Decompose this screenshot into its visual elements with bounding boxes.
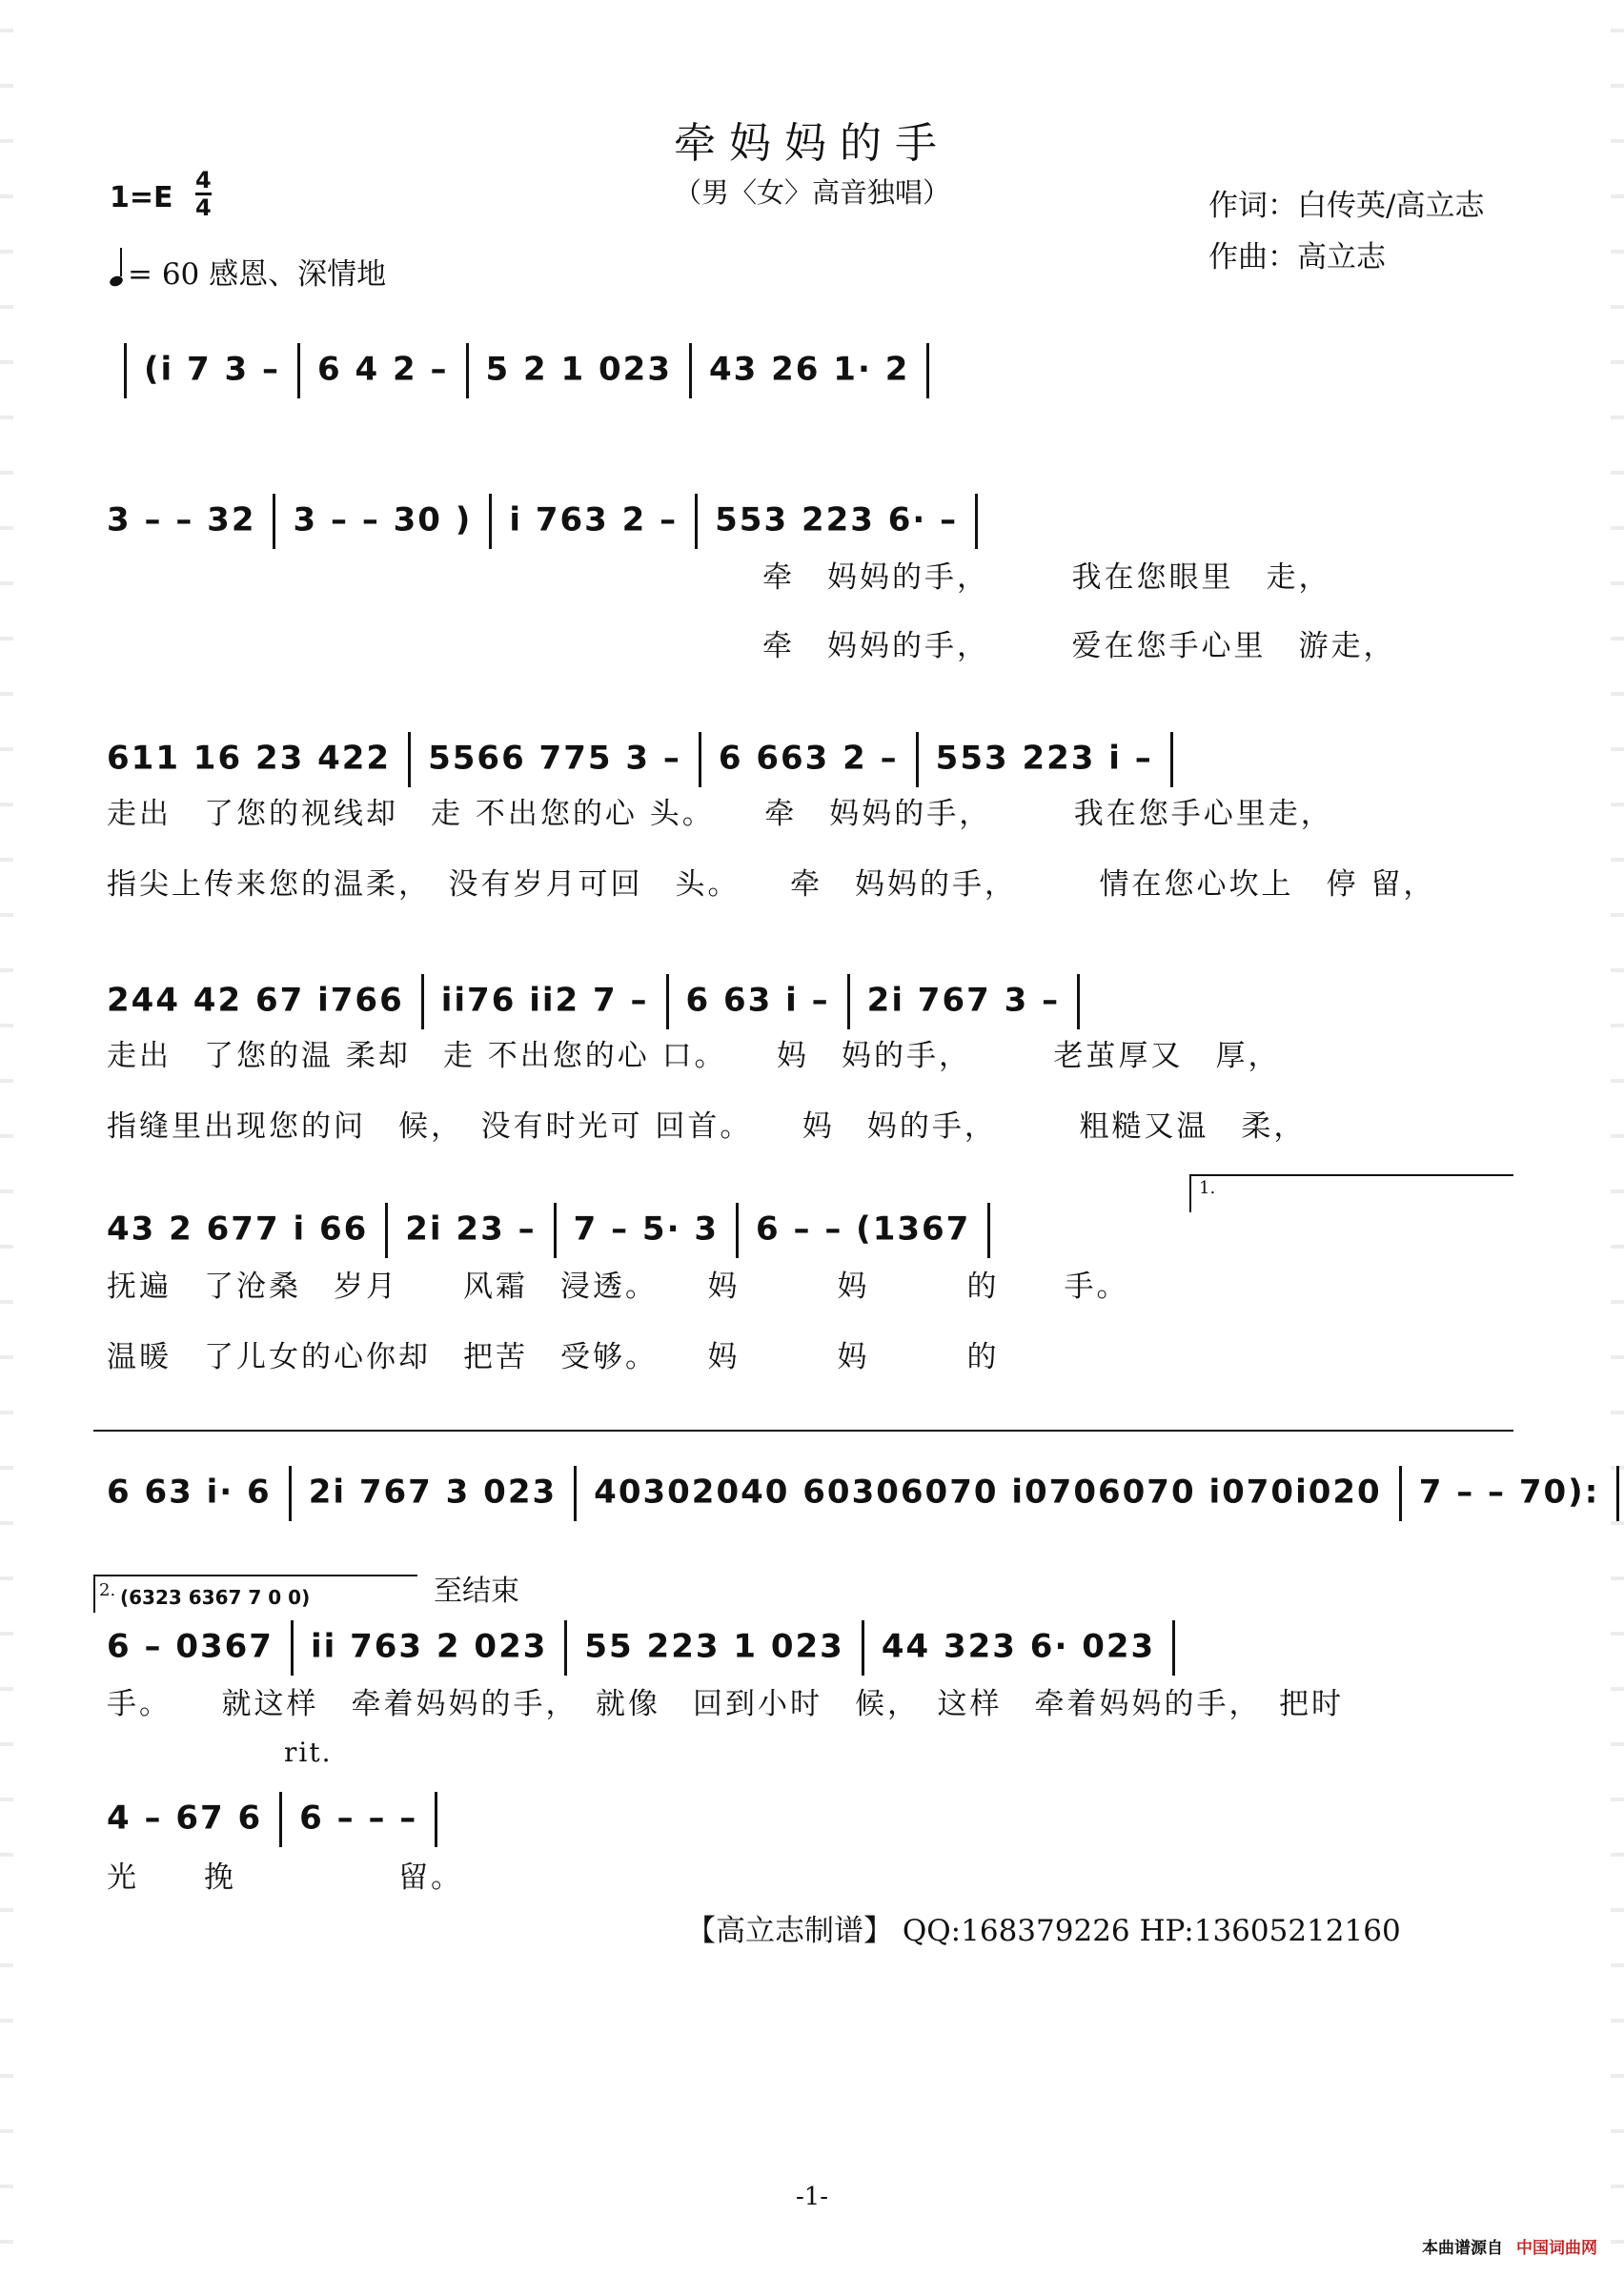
measure: 5566 775 3 –: [428, 739, 681, 778]
lyric-line: 温暖 了儿女的心你却 把苦 受够。 妈 妈 的: [107, 1340, 1000, 1374]
barline: [1170, 732, 1173, 787]
notation-system: [107, 1792, 455, 1847]
barline: [466, 343, 469, 398]
measure: 40302040 60306070 i0706070 i070i020: [594, 1473, 1382, 1512]
barline: [289, 1466, 292, 1521]
measure: 2i 767 3 023: [308, 1473, 558, 1512]
notation-system: [107, 494, 995, 549]
barline: [916, 732, 919, 787]
lyric-line: 指缝里出现您的问 候， 没有时光可 回首。 妈 妈的手， 粗糙又温 柔，: [107, 1109, 1307, 1144]
measure: 2i 767 3 –: [866, 981, 1061, 1020]
lyric-line: 牵 妈妈的手， 爱在您手心里 游走，: [762, 629, 1396, 663]
barline: [385, 1203, 388, 1258]
lyric-line: 指尖上传来您的温柔， 没有岁月可回 头。 牵 妈妈的手， 情在您心坎上 停 留，: [107, 867, 1436, 902]
barline: [554, 1203, 557, 1258]
barline: [1172, 1620, 1175, 1676]
volta-2-label: 2.: [99, 1580, 116, 1600]
volta-2-notes: (6323 6367 7 0 0): [120, 1586, 311, 1609]
barline: [689, 343, 692, 398]
measure: 6 – 0367: [107, 1627, 274, 1666]
volta-2-bracket: [93, 1575, 417, 1576]
system-divider: [93, 1430, 1513, 1432]
left-margin-strip: [0, 0, 13, 2277]
lyric-line: 手。 就这样 牵着妈妈的手， 就像 回到小时 候， 这样 牵着妈妈的手， 把时: [107, 1687, 1344, 1721]
barline: [1077, 974, 1080, 1029]
measure: 43 26 1· 2: [708, 350, 910, 389]
measure: 6 – – –: [299, 1799, 418, 1838]
measure: 3 – – 30 ): [293, 500, 473, 539]
barline: [975, 494, 978, 549]
measure: 6 – – (1367: [755, 1210, 971, 1249]
barline: [421, 974, 424, 1029]
notation-system: [107, 1203, 1007, 1258]
barline: [124, 343, 127, 398]
barline: [1399, 1466, 1402, 1521]
measure: 2i 23 –: [405, 1210, 537, 1249]
lyric-line: 牵 妈妈的手， 我在您眼里 走，: [762, 560, 1331, 595]
key-signature: 1=E: [110, 181, 173, 214]
time-signature-top: 4: [195, 167, 212, 193]
time-signature-bottom: 4: [195, 194, 212, 221]
measure: 4 – 67 6: [107, 1799, 263, 1838]
tempo-marking: [110, 250, 386, 293]
barline: [273, 494, 275, 549]
song-subtitle: （男〈女〉高音独唱）: [673, 176, 950, 209]
measure: 553 223 i –: [935, 739, 1153, 778]
barline: [489, 494, 492, 549]
to-end-marking: 至结束: [434, 1575, 519, 1608]
lyric-line: 抚遍 了沧桑 岁月 风霜 浸透。 妈 妈 的 手。: [107, 1270, 1129, 1304]
song-title: 牵妈妈的手: [674, 119, 950, 168]
lyric-line: 光 挽 留。: [107, 1860, 463, 1895]
arranger-credit: 【高立志制谱】 QQ:168379226 HP:13605212160: [686, 1914, 1401, 1948]
barline: [736, 1203, 739, 1258]
barline: [408, 732, 411, 787]
notation-system: [107, 974, 1097, 1029]
barline: [291, 1620, 294, 1676]
lyric-line: 走出 了您的温 柔却 走 不出您的心 口。 妈 妈的手， 老茧厚又 厚，: [107, 1039, 1281, 1073]
barline: [862, 1620, 864, 1676]
notation-system: [107, 1620, 1192, 1676]
notation-system: [107, 1466, 1624, 1521]
barline: [695, 494, 698, 549]
measure: 6 63 i –: [685, 981, 830, 1020]
ritardando-marking: rit.: [284, 1737, 333, 1768]
measure: 553 223 6· –: [715, 500, 959, 539]
lyricist-credit: 作词：白传英/高立志: [1208, 189, 1485, 223]
measure: 5 2 1 023: [485, 350, 672, 389]
source-site-link[interactable]: 中国词曲网: [1516, 2239, 1597, 2258]
measure: 43 2 677 i 66: [107, 1210, 369, 1249]
time-signature: [195, 168, 212, 220]
lyric-line: 走出 了您的视线却 走 不出您的心 头。 牵 妈妈的手， 我在您手心里走，: [107, 797, 1333, 831]
composer-credit: 作曲：高立志: [1208, 240, 1386, 274]
measure: 6 4 2 –: [317, 350, 449, 389]
measure: 6 63 i· 6: [107, 1473, 272, 1512]
barline: [279, 1792, 282, 1847]
barline: [987, 1203, 990, 1258]
measure: 7 – – 70):: [1418, 1473, 1600, 1512]
volta-1-bracket: [1189, 1174, 1513, 1176]
barline: [564, 1620, 567, 1676]
barline: [699, 732, 701, 787]
measure: i 763 2 –: [509, 500, 679, 539]
measure: ii 763 2 023: [310, 1627, 548, 1666]
source-note: [1422, 2234, 1597, 2258]
measure: 44 323 6· 023: [881, 1627, 1156, 1666]
barline: [847, 974, 850, 1029]
barline: [574, 1466, 577, 1521]
quarter-note-icon: [109, 274, 125, 288]
tempo-text: = 60 感恩、深情地: [128, 257, 387, 292]
measure: (i 7 3 –: [144, 350, 281, 389]
measure: 6 663 2 –: [718, 739, 899, 778]
measure: 244 42 67 i766: [107, 981, 404, 1020]
measure: 7 – 5· 3: [573, 1210, 719, 1249]
notation-system: [107, 343, 946, 398]
barline: [297, 343, 300, 398]
measure: 611 16 23 422: [107, 739, 392, 778]
notation-system: [107, 732, 1190, 787]
barline: [1616, 1466, 1619, 1521]
measure: 55 223 1 023: [584, 1627, 844, 1666]
measure: ii76 ii2 7 –: [440, 981, 649, 1020]
measure: 3 – – 32: [107, 500, 256, 539]
right-margin-strip: [1611, 0, 1624, 2277]
barline: [435, 1792, 437, 1847]
page-number: -1-: [795, 2183, 829, 2211]
barline: [926, 343, 929, 398]
barline: [666, 974, 669, 1029]
source-label: 本曲谱源自: [1422, 2239, 1503, 2258]
volta-1-label: 1.: [1199, 1178, 1216, 1198]
